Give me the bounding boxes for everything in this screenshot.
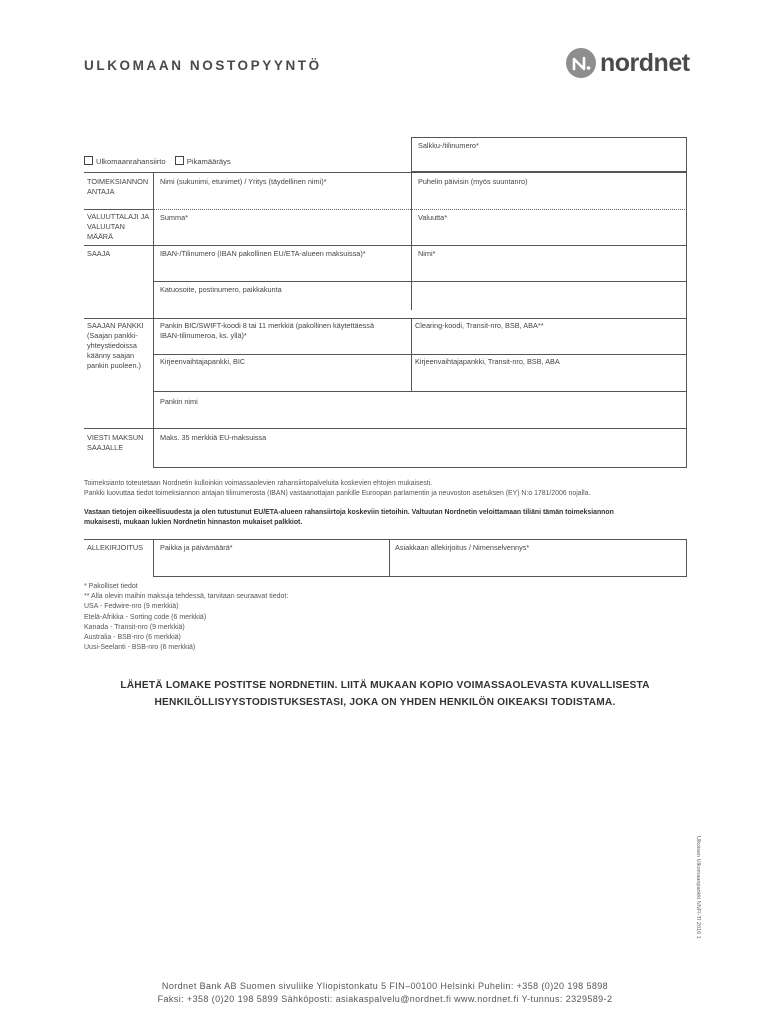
divider <box>153 209 687 210</box>
logo-text: nordnet <box>600 48 690 77</box>
section-currency: VALUUTTALAJI JA VALUUTAN MÄÄRÄ <box>87 212 149 241</box>
divider <box>411 318 412 392</box>
option-express-order[interactable]: Pikamääräys <box>175 157 231 166</box>
terms-line-1: Toimeksianto toteutetaan Nordnetin kulloinkin voimassaolevien rahansiirtopalveluita koskevien ehtojen mukaisesti. <box>84 480 433 487</box>
phone-field[interactable]: Puhelin päivisin (myös suuntanro) <box>418 177 528 186</box>
footnote: USA - Fedwire-nro (9 merkkiä) <box>84 603 179 611</box>
terms-line-2: Pankki luovuttaa tiedot toimeksiannon antajan tilinumerosta (IBAN) vastaanottajan pankille Euroopan parlamentin ja neuvoston asetuksen (EY) N:o 1781/2006 nojalla. <box>84 490 591 497</box>
consent-line-1: Vastaan tietojen oikeellisuudesta ja olen tutustunut EU/ETA-alueen rahansiirtoja koskeviin tietoihin. Valtuutan Nordnetin veloittamaan tiliäni tämän toimeksiannon <box>84 509 614 516</box>
checkbox-icon[interactable] <box>175 156 184 165</box>
message-field[interactable]: Maks. 35 merkkiä EU-maksuissa <box>160 433 267 442</box>
section-payee: SAAJA <box>87 249 111 258</box>
divider <box>84 209 153 210</box>
section-bank: SAAJAN PANKKI (Saajan pankki-yhteystiedoissa käänny saajan pankin puoleen.) <box>87 321 144 370</box>
nordnet-logo <box>566 48 690 78</box>
form-code: Ulkoisen Ulkomaanpankki NNFI-TI 2016 1 <box>695 836 701 939</box>
section-client: TOIMEKSIANNON ANTAJA <box>87 177 149 196</box>
payee-name-field[interactable]: Nimi* <box>418 249 436 258</box>
divider <box>153 281 687 282</box>
client-signature-field[interactable]: Asiakkaan allekirjoitus / Nimenselvennys* <box>395 543 530 552</box>
footnote: Uusi-Seelanti - BSB-nro (6 merkkiä) <box>84 644 196 652</box>
transfer-type-options <box>84 156 231 166</box>
divider <box>84 172 153 173</box>
option-foreign-transfer[interactable]: Ulkomaanrahansiirto <box>84 157 166 166</box>
correspondent-transit-field[interactable]: Kirjeenvaihtajapankki, Transit-nro, BSB, ABA <box>415 357 560 366</box>
section-signature: ALLEKIRJOITUS <box>87 543 143 552</box>
amount-field[interactable]: Summa* <box>160 213 188 222</box>
footer-line-2: Faksi: +358 (0)20 198 5899 Sähköposti: asiakaspalvelu@nordnet.fi www.nordnet.fi Y-tunnus: 2329589-2 <box>157 994 613 1004</box>
bank-name-field[interactable]: Pankin nimi <box>160 397 198 406</box>
section-message: VIESTI MAKSUN SAAJALLE <box>87 433 144 452</box>
iban-field[interactable]: IBAN-/Tilinumero (IBAN pakollinen EU/ETA-alueen maksuissa)* <box>160 249 366 258</box>
divider <box>153 354 687 355</box>
divider <box>389 539 390 577</box>
divider <box>153 428 687 429</box>
nordnet-logo-icon <box>566 48 596 78</box>
divider <box>84 245 153 246</box>
footnote: ** Alla olevin maihin maksuja tehdessä, tarvitaan seuraavat tiedot: <box>84 593 289 601</box>
footnotes <box>84 582 288 653</box>
footer-line-1: Nordnet Bank AB Suomen sivuliike Yliopistonkatu 5 FIN–00100 Helsinki Puhelin: +358 (0)20 198 5898 <box>161 981 609 991</box>
instruction-line-2: HENKILÖLLISYYSTODISTUKSESTASI, JOKA ON YHDEN HENKILÖN OIKEAKSI TODISTAMA. <box>154 697 616 708</box>
footnote: Etelä-Afrikka - Sorting code (6 merkkiä) <box>84 613 207 621</box>
bic-field[interactable]: Pankin BIC/SWIFT-koodi 8 tai 11 merkkiä (pakollinen käytettäessä IBAN-tilinumeroa, ks. yllä)* <box>160 321 375 340</box>
footnote: Kanada - Transit-nro (9 merkkiä) <box>84 623 185 631</box>
divider <box>84 539 153 540</box>
divider <box>411 172 412 310</box>
divider <box>153 391 687 392</box>
page-title: ULKOMAAN NOSTOPYYNTÖ <box>84 58 322 73</box>
divider <box>153 245 687 246</box>
currency-field[interactable]: Valuutta* <box>418 213 448 222</box>
address-field[interactable]: Katuosoite, postinumero, paikkakunta <box>160 285 282 294</box>
footnote: * Pakolliset tiedot <box>84 583 138 590</box>
checkbox-icon[interactable] <box>84 156 93 165</box>
consent-line-2: mukaisesti, mukaan lukien Nordnetin hinnaston mukaiset palkkiot. <box>84 519 303 526</box>
clearing-code-field[interactable]: Clearing-koodi, Transit-nro, BSB, ABA** <box>415 321 544 330</box>
divider <box>84 428 153 429</box>
divider <box>153 318 687 319</box>
name-field[interactable]: Nimi (sukunimi, etunimet) / Yritys (täydellinen nimi)* <box>160 177 327 186</box>
footnote: Australia - BSB-nro (6 merkkiä) <box>84 634 181 642</box>
correspondent-bic-field[interactable]: Kirjeenvaihtajapankki, BIC <box>160 357 246 366</box>
account-number-label: Salkku-/tilinumero* <box>418 141 479 150</box>
place-date-field[interactable]: Paikka ja päivämäärä* <box>160 543 233 552</box>
instruction-line-1: LÄHETÄ LOMAKE POSTITSE NORDNETIIN. LIITÄ MUKAAN KOPIO VOIMASSAOLEVASTA KUVALLISESTA <box>120 680 650 691</box>
divider <box>84 318 153 319</box>
